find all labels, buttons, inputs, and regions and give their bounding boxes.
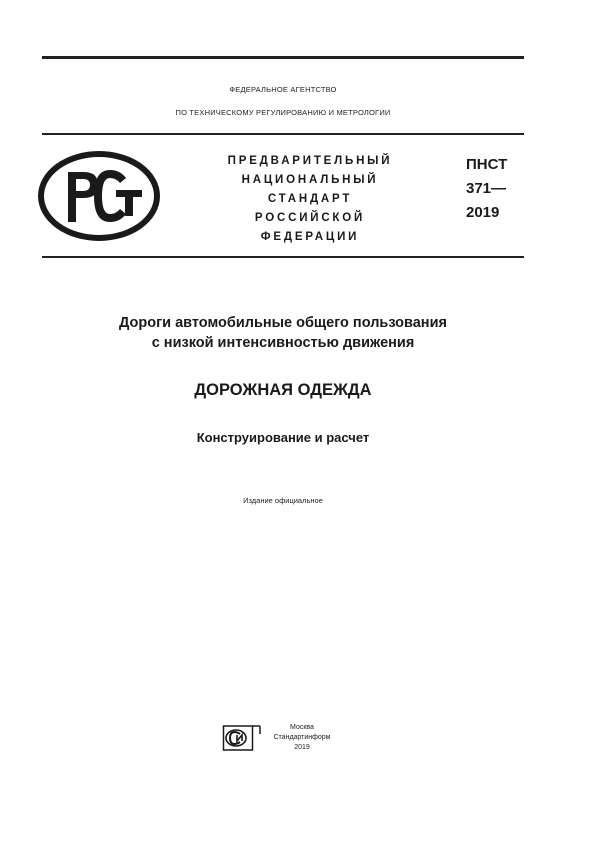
standard-code: ПНСТ [466,156,508,173]
standard-type-line-3: СТАНДАРТ [267,193,353,205]
standard-number-value: 371— [466,180,507,197]
standard-type [205,152,415,247]
standard-year: 2019 [466,204,500,221]
agency-line-2: ПО ТЕХНИЧЕСКОМУ РЕГУЛИРОВАНИЮ И МЕТРОЛОГИИ [175,108,391,117]
document-subsubtitle: Конструирование и расчет [196,430,370,445]
title-line-2: с низкой интенсивностью движения [151,335,415,351]
standard-type-line-5: ФЕДЕРАЦИИ [260,231,360,243]
standard-type-line-2: НАЦИОНАЛЬНЫЙ [241,174,379,186]
document-title [42,313,524,353]
top-rule [42,56,524,59]
standard-number [466,153,507,225]
middle-rule [42,133,524,135]
edition-note: Издание официальное [243,496,323,505]
agency-line-1: ФЕДЕРАЛЬНОЕ АГЕНТСТВО [229,85,337,94]
standard-type-line-4: РОССИЙСКОЙ [254,212,366,224]
rst-logo-icon [38,150,160,242]
standard-type-line-1: ПРЕДВАРИТЕЛЬНЫЙ [227,155,393,167]
publisher-name: Стандартинформ [273,734,331,741]
publisher-year: 2019 [294,744,310,751]
publisher-block [262,723,342,753]
document-subtitle: ДОРОЖНАЯ ОДЕЖДА [194,381,372,399]
bottom-rule [42,256,524,258]
publisher-city: Москва [290,724,314,731]
title-line-1: Дороги автомобильные общего пользования [119,315,447,331]
standartinform-logo-icon [222,724,262,752]
